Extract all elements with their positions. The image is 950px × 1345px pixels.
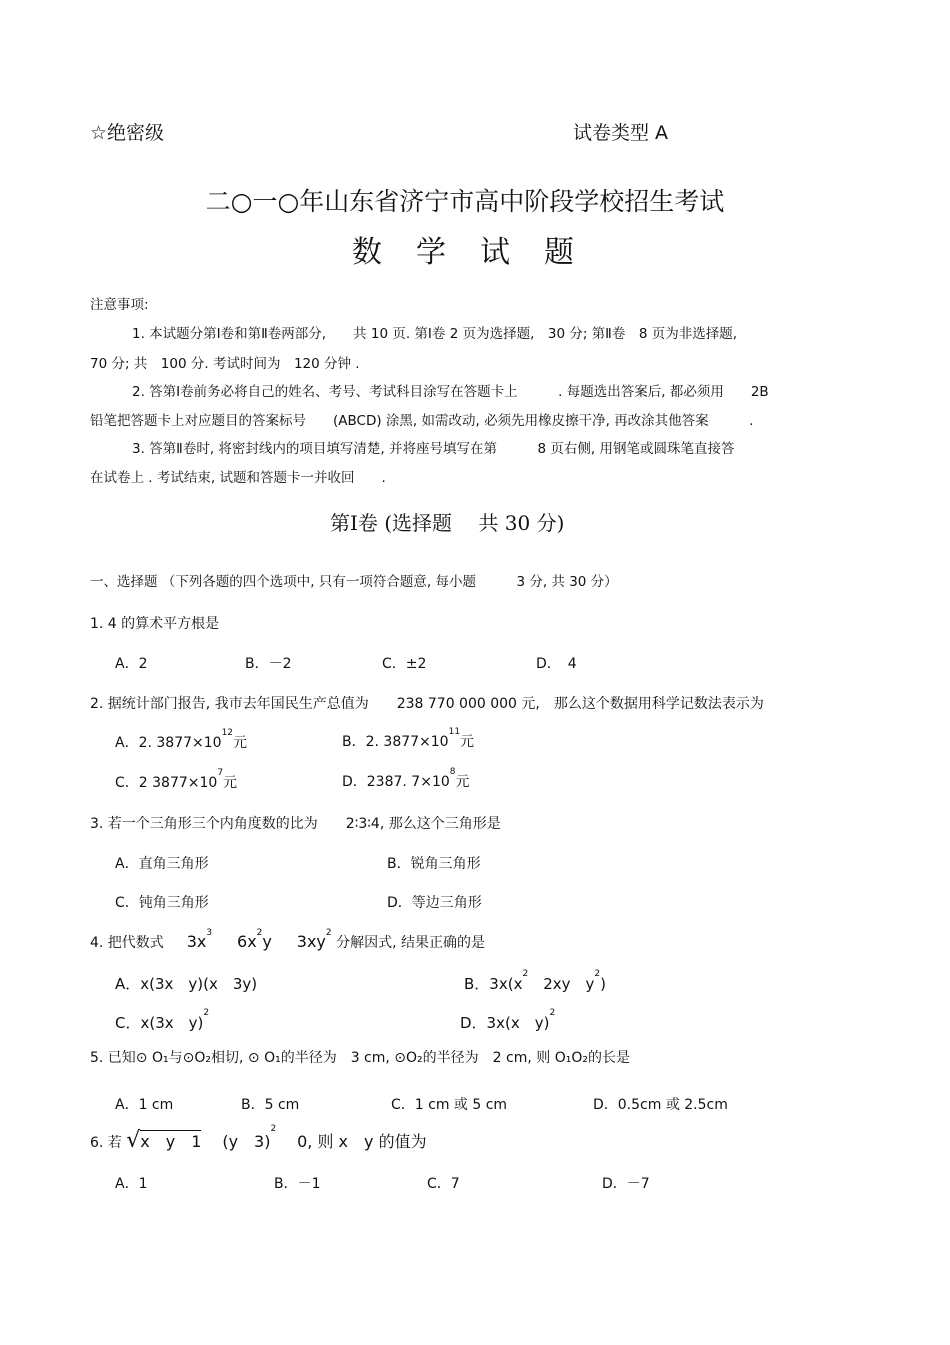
option-d: D．等边三角形 xyxy=(387,895,482,911)
option-a: A．1 xyxy=(115,1176,148,1192)
option-c: C．2 $3877\times 10^7$元 xyxy=(115,768,238,791)
question-stem: 6. 若 √x y 1 (y 3)$^2$ 0, 则 x y 的值为 xyxy=(90,1124,427,1153)
option-a: A．1 cm xyxy=(115,1097,174,1113)
option-d: D．－7 xyxy=(602,1176,650,1192)
option-d: D．2387. $7\times 10^8$元 xyxy=(342,767,470,790)
notice-line: 70 分; 共 100 分. 考试时间为 120 分钟 . xyxy=(90,356,360,372)
option-b: B．$3x(x^2$ 2xy $y^2$) xyxy=(464,969,606,993)
radicand: x y 1 xyxy=(140,1132,202,1151)
option-a: A．2 xyxy=(115,656,148,672)
secret-level: ☆绝密级 xyxy=(90,122,165,144)
question-stem: 1. 4 的算术平方根是 xyxy=(90,616,220,632)
exam-title: 二○一○年山东省济宁市高中阶段学校招生考试 xyxy=(205,187,725,216)
notice-line: 铅笔把答题卡上对应题目的答案标号 (ABCD) 涂黑, 如需改动, 必须先用橡皮擦干净, 再改涂其他答案 . xyxy=(90,413,754,429)
option-c: C．钝角三角形 xyxy=(115,895,209,911)
option-c: C．x(3x y)$^2$ xyxy=(115,1008,210,1032)
option-c: C．1 cm 或 5 cm xyxy=(391,1097,508,1113)
option-c: C．±2 xyxy=(382,656,427,672)
option-a: A．直角三角形 xyxy=(115,856,209,872)
option-d: D．0.5cm 或 2.5cm xyxy=(593,1097,728,1113)
question-stem: 4. 把代数式 $3x^3$ $6x^2y$ $3xy^2$ 分解因式, 结果正确的是 xyxy=(90,928,485,951)
notice-line: 在试卷上 . 考试结束, 试题和答题卡一并收回 . xyxy=(90,470,386,486)
option-b: B．锐角三角形 xyxy=(387,856,481,872)
option-d: D．3x(x y)$^2$ xyxy=(460,1008,556,1032)
section-instruction: 一、选择题 （下列各题的四个选项中, 只有一项符合题意, 每小题 3 分, 共 30 分） xyxy=(90,574,618,590)
notice-line: 3. 答第Ⅱ卷时, 将密封线内的项目填写清楚, 并将座号填写在第 8 页右侧, 用钢笔或圆珠笔直接答 xyxy=(132,441,735,457)
option-a: A．x(3x y)(x 3y) xyxy=(115,975,258,993)
notice-line: 1. 本试题分第Ⅰ卷和第Ⅱ卷两部分, 共 10 页. 第Ⅰ卷 2 页为选择题, 30 分; 第Ⅱ卷 8 页为非选择题, xyxy=(132,326,738,342)
option-c: C．7 xyxy=(427,1176,460,1192)
notice-line: 2. 答第Ⅰ卷前务必将自己的姓名、考号、考试科目涂写在答题卡上 . 每题选出答案后, 都必须用 2B xyxy=(132,384,769,400)
option-b: B．5 cm xyxy=(241,1097,300,1113)
subject-title: 数学试题 xyxy=(352,235,608,270)
option-b: B．－1 xyxy=(274,1176,321,1192)
section-title: 第Ⅰ卷 (选择题 共 30 分) xyxy=(330,511,565,535)
paper-type: 试卷类型 A xyxy=(573,122,669,144)
square-root-icon: √ xyxy=(126,1128,141,1153)
notice-heading: 注意事项: xyxy=(90,297,149,313)
question-stem: 2. 据统计部门报告, 我市去年国民生产总值为 238 770 000 000 元, 那么这个数据用科学记数法表示为 xyxy=(90,696,764,712)
question-stem: 3. 若一个三角形三个内角度数的比为 2∶3∶4, 那么这个三角形是 xyxy=(90,816,501,832)
option-b: B．2. $3877\times 10^{11}$元 xyxy=(342,727,475,750)
option-b: B．－2 xyxy=(245,656,292,672)
option-d: D． 4 xyxy=(536,656,577,672)
option-a: A．2. $3877\times 10^{12}$元 xyxy=(115,728,248,751)
question-stem: 5. 已知⊙ O₁与⊙O₂相切, ⊙ O₁的半径为 3 cm, ⊙O₂的半径为 2 cm, 则 O₁O₂的长是 xyxy=(90,1050,630,1066)
